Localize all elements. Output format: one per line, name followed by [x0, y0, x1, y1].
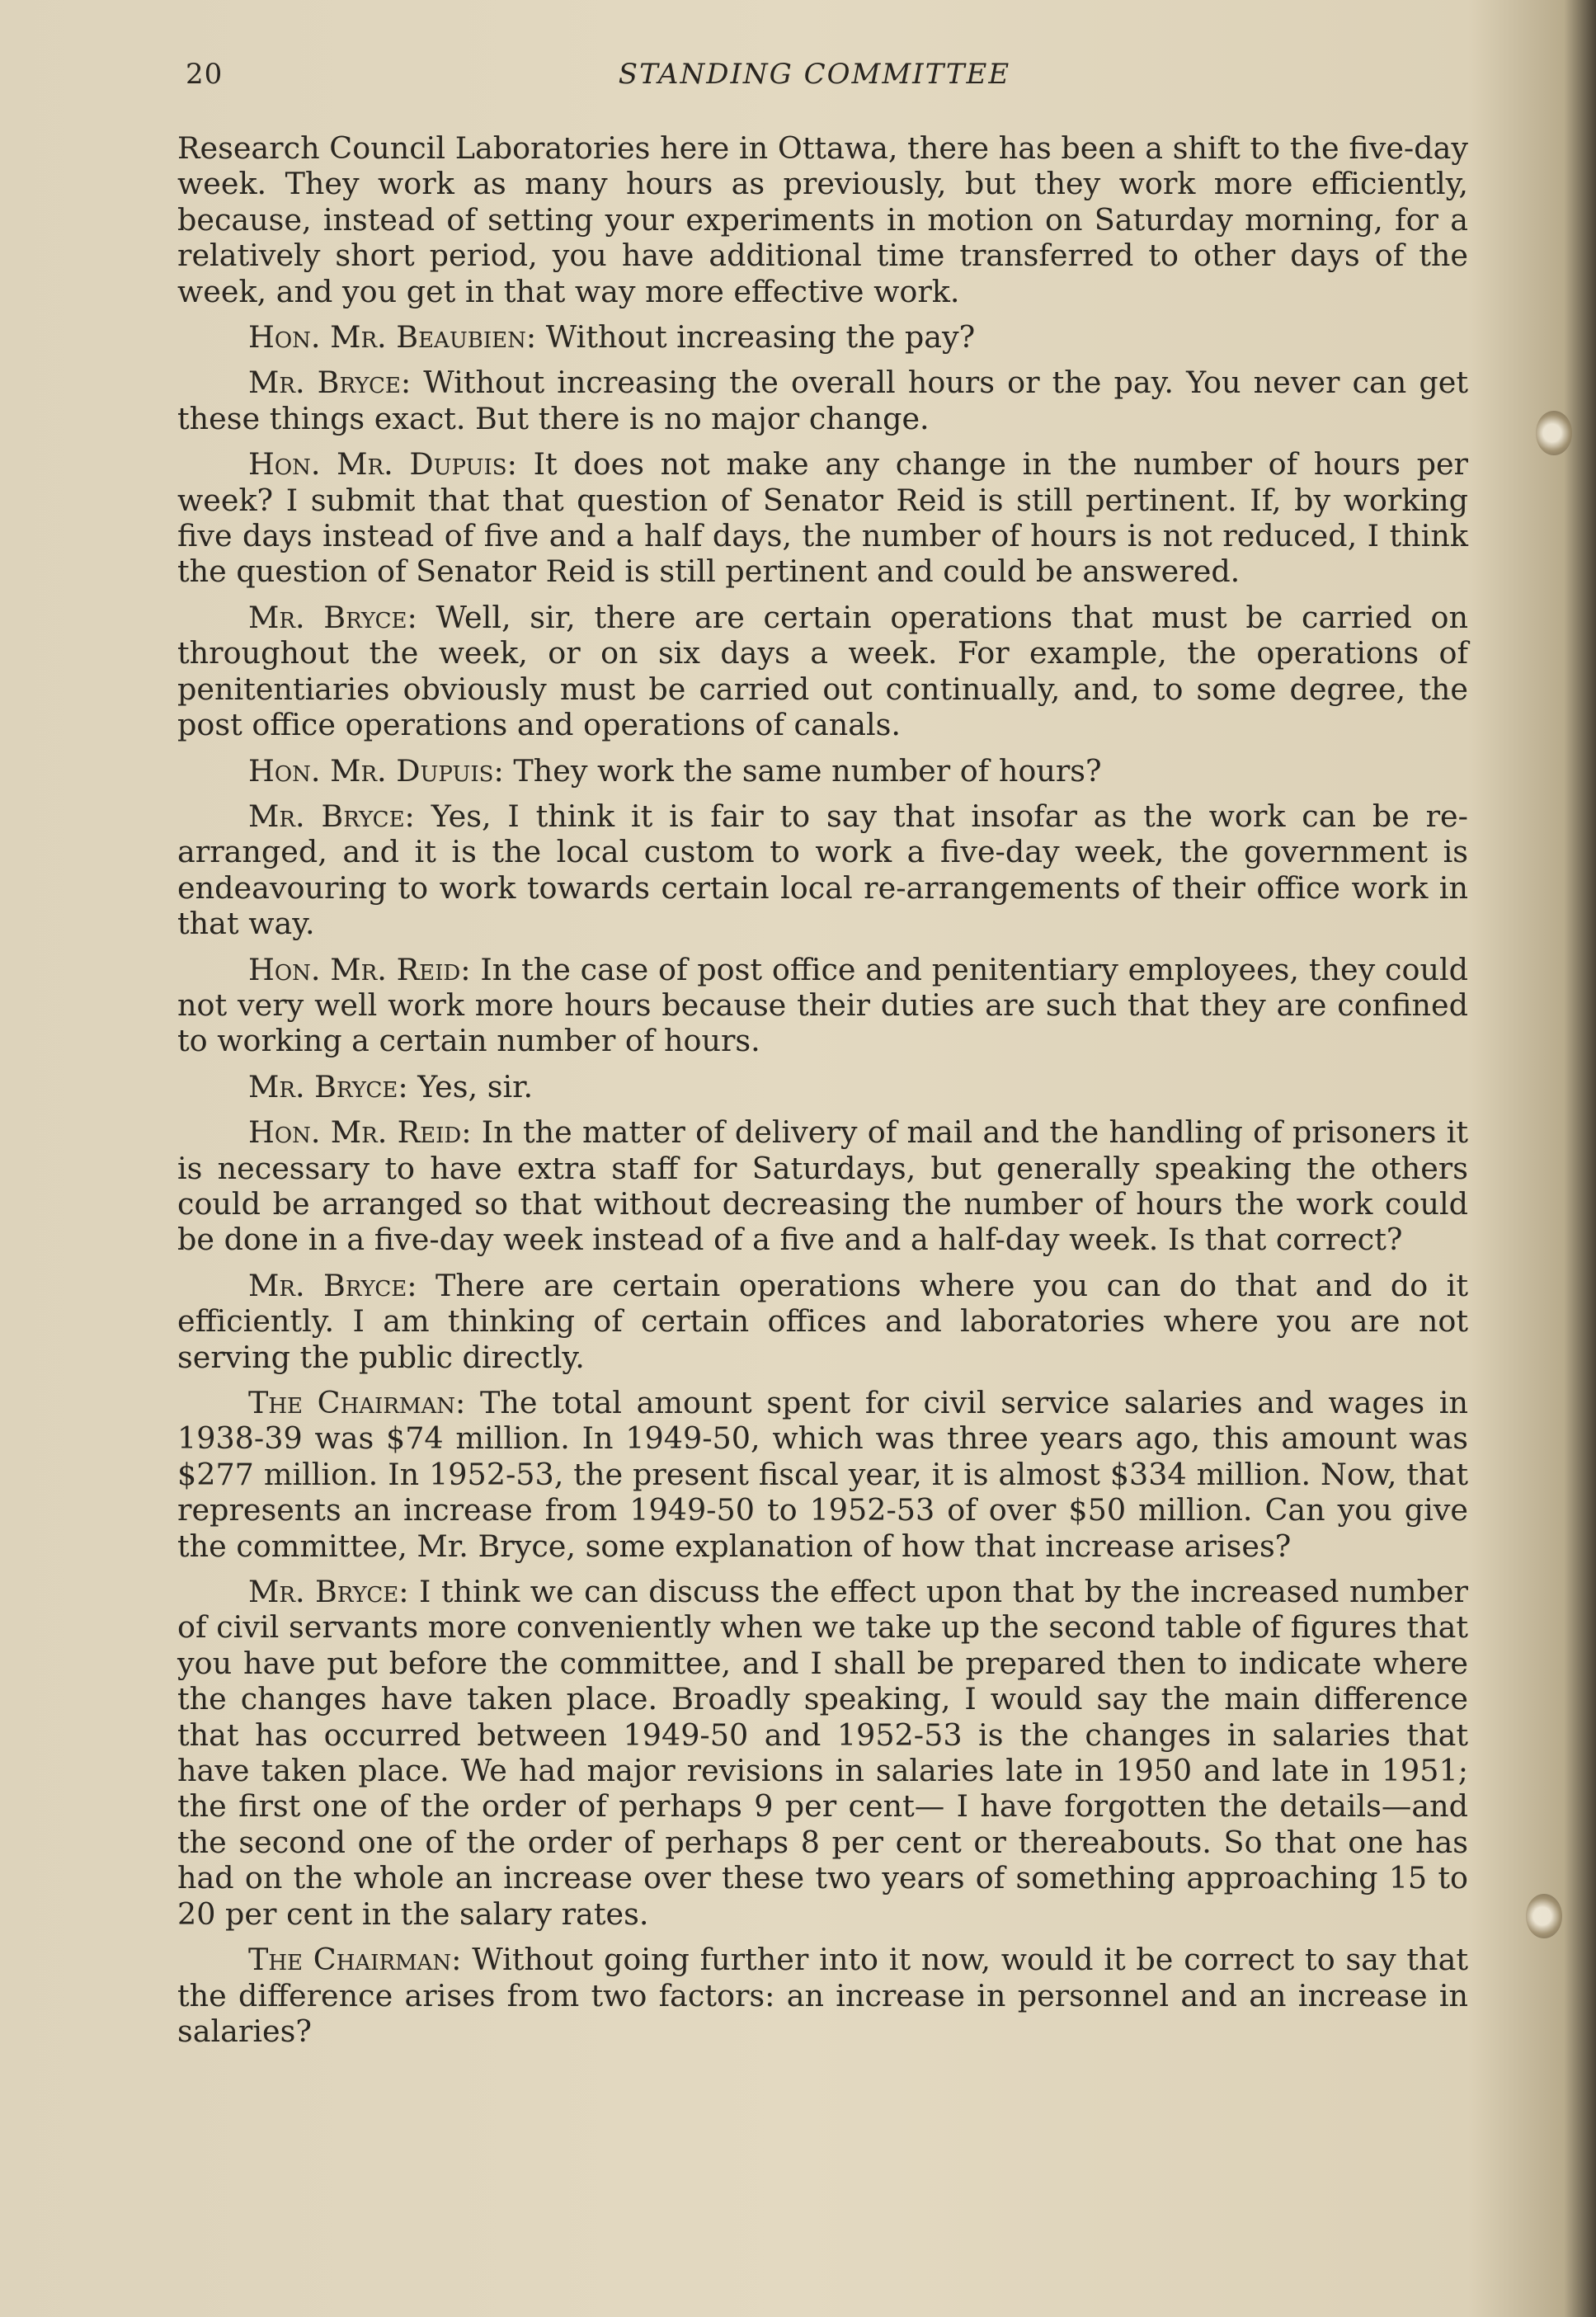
running-head: STANDING COMMITTEE	[618, 58, 1011, 91]
paragraph	[177, 1574, 1468, 1932]
paragraph	[177, 1385, 1468, 1564]
paragraph	[177, 1069, 1468, 1104]
paragraph	[177, 798, 1468, 942]
document-body	[177, 130, 1468, 2059]
paragraph-text: Yes, I think it is fair to say that insofar as the work can be re-arranged, and it is the local custom to work a five-day week, the government is endeavouring to work towards certain local re-arrangements of their office work in that way.	[177, 798, 1468, 942]
paragraph-text: In the case of post office and penitentiary employees, they could not very well work more hours because their duties are such that they are confined to working a certain number of hours.	[177, 951, 1468, 1059]
paragraph	[177, 365, 1468, 436]
speaker-name: Mr. Bryce:	[248, 1267, 417, 1303]
speaker-name: Mr. Bryce:	[248, 365, 412, 401]
paragraph	[177, 446, 1468, 590]
speaker-name: Hon. Mr. Beaubien:	[248, 319, 537, 356]
page-number: 20	[186, 58, 224, 91]
speaker-name: Mr. Bryce:	[248, 1068, 408, 1104]
paragraph-text: They work the same number of hours?	[513, 752, 1102, 789]
paragraph	[177, 1268, 1468, 1375]
binding-hole-mark	[1536, 411, 1572, 455]
paragraph-text: Well, sir, there are certain operations that must be carried on throughout the week, or on six days a week. For example, the operations of penitentiaries obviously must be carried out continually, and, to some degree, the post office operations and operations of canals.	[177, 599, 1469, 743]
paragraph-text: Without increasing the overall hours or the pay. You never can get these things exact. But there is no major change.	[177, 365, 1468, 436]
paragraph-text: The total amount spent for civil service salaries and wages in 1938-39 was $74 million. In 1949-50, which was three years ago, this amount was $277 million. In 1952-53, the present fiscal year, it is almost $334 million. Now, that represents an increase from 1949-50 to 1952-53 of over $50 million. Can you give the committee, Mr. Bryce, some explanation of how that increase arises?	[177, 1385, 1468, 1564]
paragraph-text: Yes, sir.	[417, 1068, 534, 1104]
paragraph	[177, 753, 1468, 789]
paragraph	[177, 600, 1468, 743]
binding-hole-mark	[1526, 1894, 1562, 1938]
paragraph-text: Without going further into it now, would it be correct to say that the difference arises from two factors: an increase in personnel and an increase in salaries?	[177, 1942, 1468, 2049]
paragraph-text: Without increasing the pay?	[545, 319, 976, 356]
paragraph-text: In the matter of delivery of mail and the handling of prisoners it is necessary to have extra staff for Saturdays, but generally speaking the others could be arranged so that without decreasing the number of hours the work could be done in a five-day week instead of a five and a half-day week. Is that correct?	[177, 1114, 1468, 1258]
paragraph-text: Research Council Laboratories here in Ottawa, there has been a shift to the five-day week. They work as many hours as previously, but they work more efficiently, because, instead of setting your experiments in motion on Saturday morning, for a relatively short period, you have additional time transferred to other days of the week, and you get in that way more effective work.	[177, 130, 1468, 309]
paragraph-text: I think we can discuss the effect upon that by the increased number of civil servants more conveniently when we take up the second table of figures that you have put before the committee, and I shall be prepared then to indicate where the changes have taken place. Broadly speaking, I would say the main difference that has occurred between 1949-50 and 1952-53 is the changes in salaries that have taken place. We had major revisions in salaries late in 1950 and late in 1951; the first one of the order of perhaps 9 per cent— I have forgotten the details—and the second one of the order of perhaps 8 per cent or thereabouts. So that one has had on the whole an increase over these two years of something approaching 15 to 20 per cent in the salary rates.	[177, 1574, 1469, 1932]
paragraph	[177, 1942, 1468, 2049]
paragraph-text: There are certain operations where you can do that and do it efficiently. I am thinking of certain offices and laboratories where you are not serving the public directly.	[177, 1267, 1469, 1375]
speaker-name: Hon. Mr. Dupuis:	[248, 446, 517, 483]
speaker-name: The Chairman:	[248, 1942, 462, 1978]
speaker-name: Hon. Mr. Dupuis:	[248, 752, 504, 789]
paragraph-text: It does not make any change in the number of hours per week? I submit that that question of Senator Reid is still pertinent. If, by working five days instead of five and a half days, the number of hours is not reduced, I think the question of Senator Reid is still pertinent and could be answered.	[177, 446, 1468, 590]
speaker-name: Mr. Bryce:	[248, 599, 417, 635]
speaker-name: Hon. Mr. Reid:	[248, 1114, 472, 1151]
speaker-name: Mr. Bryce:	[248, 1574, 409, 1610]
speaker-name: Mr. Bryce:	[248, 798, 415, 834]
paragraph	[177, 1114, 1468, 1258]
paragraph	[177, 130, 1468, 309]
paragraph	[177, 319, 1468, 355]
speaker-name: Hon. Mr. Reid:	[248, 951, 471, 987]
paragraph	[177, 952, 1468, 1059]
speaker-name: The Chairman:	[248, 1385, 466, 1420]
